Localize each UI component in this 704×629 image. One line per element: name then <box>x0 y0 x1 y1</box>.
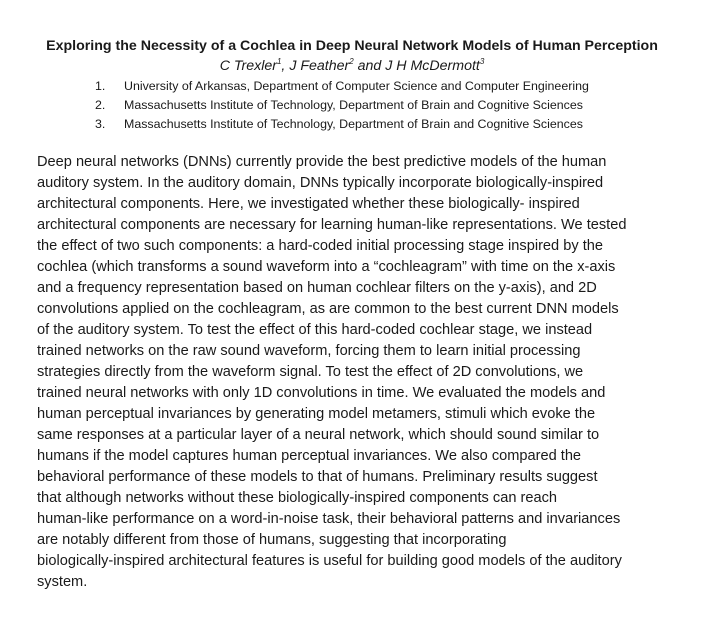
abstract-line: humans if the model captures human perceptual invariances. We also compared the <box>37 448 582 464</box>
abstract-line: architectural components are necessary for learning human-like representations. We tested <box>37 217 627 233</box>
affiliation-number: 3. <box>95 117 106 131</box>
author-name: C Trexler <box>219 58 277 74</box>
abstract-line: human-like performance on a word-in-noise task, their behavioral patterns and invariances <box>37 511 621 527</box>
author-name: J Feather <box>289 58 350 74</box>
author-separator: , <box>281 58 290 74</box>
author-separator: and <box>353 58 386 74</box>
affiliation-item <box>95 115 589 134</box>
abstract-line: strategies directly from the waveform signal. To test the effect of 2D convolutions, we <box>37 364 584 380</box>
abstract-line: convolutions applied on the cochleagram, as are common to the best current DNN models <box>37 301 619 317</box>
abstract-line: cochlea (which transforms a sound waveform into a “cochleagram” with time on the x-axis <box>37 259 616 275</box>
affiliation-number: 1. <box>95 79 106 93</box>
affiliation-number: 2. <box>95 98 106 112</box>
affiliation-item <box>95 77 589 96</box>
author-affiliation-mark: 1 <box>276 57 282 66</box>
abstract-paragraph <box>37 152 677 593</box>
affiliation-list <box>95 77 589 134</box>
author-affiliation-mark: 3 <box>479 57 485 66</box>
affiliation-text: University of Arkansas, Department of Computer Science and Computer Engineering <box>124 79 589 93</box>
abstract-line: auditory system. In the auditory domain, DNNs typically incorporate biologically-inspired <box>37 175 604 191</box>
abstract-line: that although networks without these biologically-inspired components can reach <box>37 490 558 506</box>
abstract-line: behavioral performance of these models to that of humans. Preliminary results suggest <box>37 469 598 485</box>
author-affiliation-mark: 2 <box>349 57 354 66</box>
abstract-line: biologically-inspired architectural features is useful for building good models of the auditory <box>37 553 622 569</box>
affiliation-text: Massachusetts Institute of Technology, Department of Brain and Cognitive Sciences <box>124 98 583 112</box>
paper-title: Exploring the Necessity of a Cochlea in Deep Neural Network Models of Human Perception <box>46 38 658 54</box>
abstract-line: the effect of two such components: a hard-coded initial processing stage inspired by the <box>37 238 603 254</box>
abstract-line: architectural components. Here, we investigated whether these biologically- inspired <box>37 196 580 212</box>
abstract-line: human perceptual invariances by generating model metamers, stimuli which evoke the <box>37 406 596 422</box>
abstract-line: Deep neural networks (DNNs) currently provide the best predictive models of the human <box>37 154 607 170</box>
affiliation-text: Massachusetts Institute of Technology, Department of Brain and Cognitive Sciences <box>124 117 583 131</box>
author-name: J H McDermott <box>385 58 480 74</box>
abstract-line: same responses at a particular layer of a neural network, which should sound similar to <box>37 427 600 443</box>
abstract-line: are notably different from those of humans, suggesting that incorporating <box>37 532 507 548</box>
abstract-line: trained networks on the raw sound waveform, forcing them to learn initial processing <box>37 343 581 359</box>
abstract-line: of the auditory system. To test the effect of this hard-coded cochlear stage, we instead <box>37 322 593 338</box>
abstract-line: and a frequency representation based on human cochlear filters on the y-axis), and 2D <box>37 280 597 296</box>
author-line <box>0 56 704 76</box>
abstract-line: system. <box>37 574 88 590</box>
abstract-line: trained neural networks with only 1D convolutions in time. We evaluated the models and <box>37 385 606 401</box>
affiliation-item <box>95 96 589 115</box>
